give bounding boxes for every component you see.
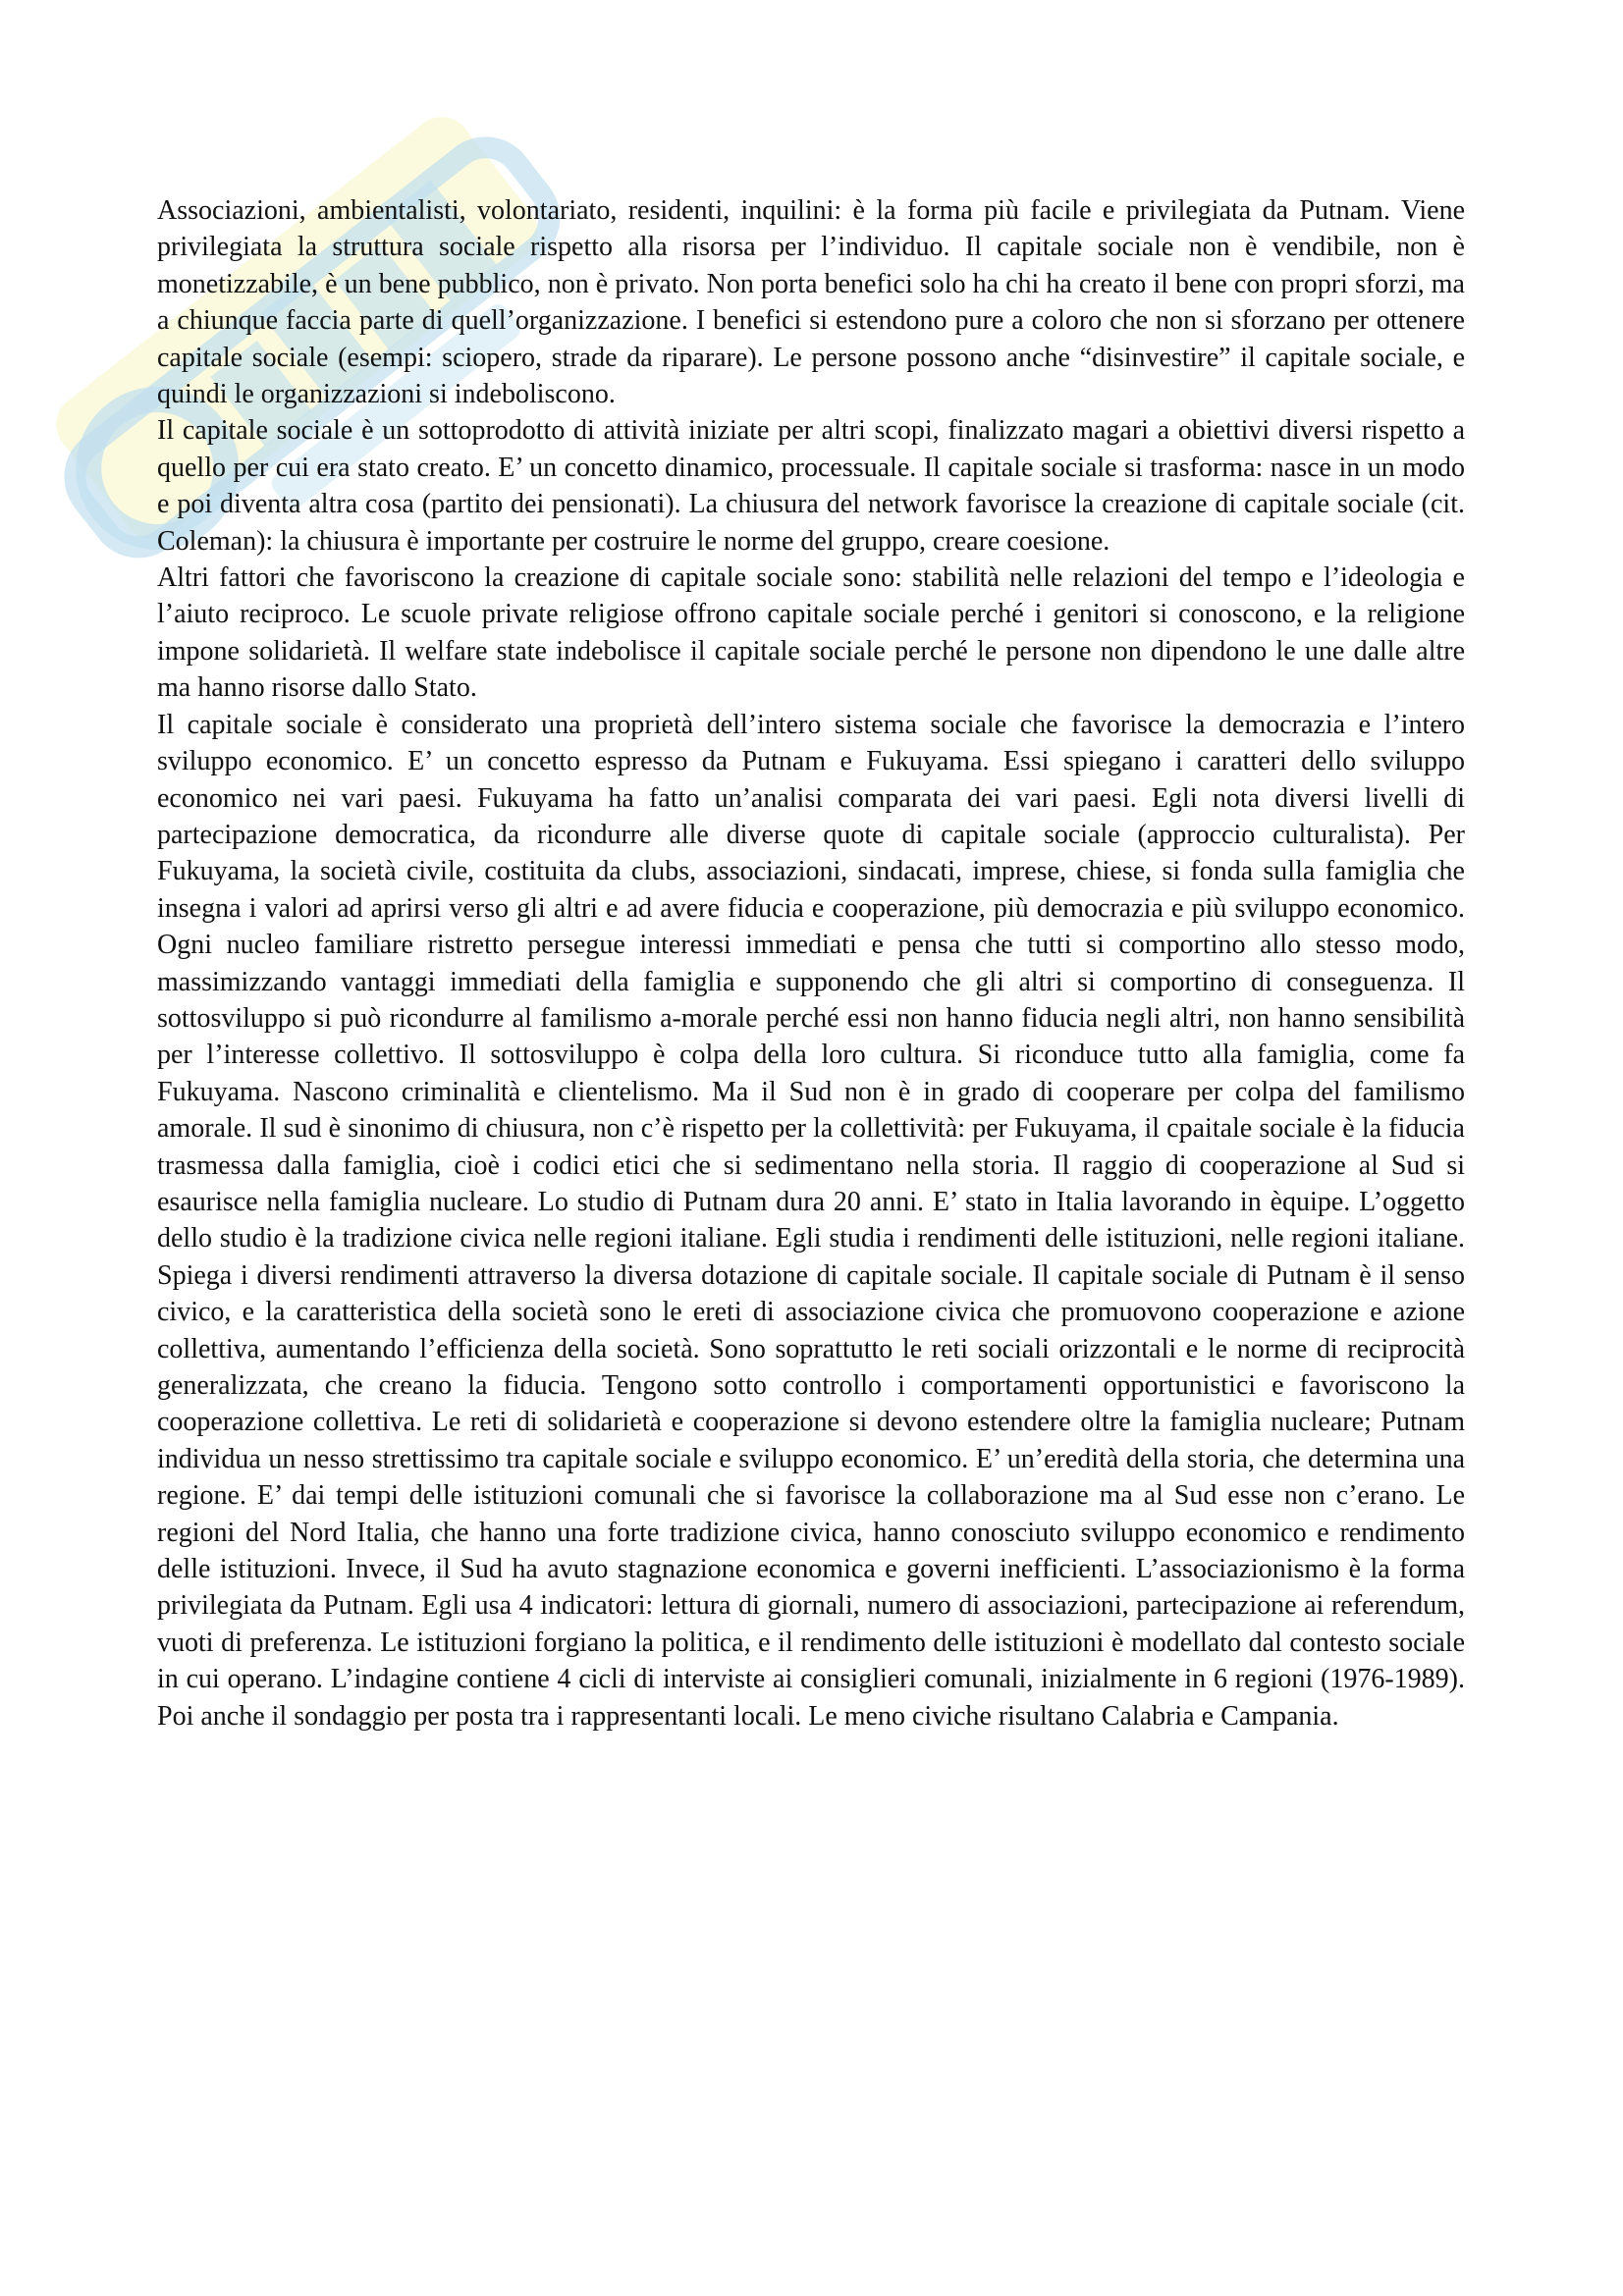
- document-body: [157, 192, 1465, 1735]
- paragraph: Il capitale sociale è un sottoprodotto di attività iniziate per altri scopi, finalizzato magari a obiettivi diversi rispetto a quello per cui era stato creato. E’ un concetto dinamico, processuale. Il capitale sociale si trasforma: nasce in un modo e poi diventa altra cosa (partito dei pensionati). La chiusura del network favorisce la creazione di capitale sociale (cit. Coleman): la chiusura è importante per costruire le norme del gruppo, creare coesione.: [157, 415, 1465, 557]
- paragraph: Il capitale sociale è considerato una proprietà dell’intero sistema sociale che favorisce la democrazia e l’intero sviluppo economico. E’ un concetto espresso da Putnam e Fukuyama. Essi spiegano i caratteri dello sviluppo economico nei vari paesi. Fukuyama ha fatto un’analisi comparata dei vari paesi. Egli nota diversi livelli di partecipazione democratica, da ricondurre alle diverse quote di capitale sociale (approccio culturalista). Per Fukuyama, la società civile, costituita da clubs, associazioni, sindacati, imprese, chiese, si fonda sulla famiglia che insegna i valori ad aprirsi verso gli altri e ad avere fiducia e cooperazione, più democrazia e più sviluppo economico. Ogni nucleo familiare ristretto persegue interessi immediati e pensa che tutti si comportino allo stesso modo, massimizzando vantaggi immediati della famiglia e supponendo che gli altri si comportino di conseguenza. Il sottosviluppo si può ricondurre al familismo a-morale perché essi non hanno fiducia negli altri, non hanno sensibilità per l’interesse collettivo. Il sottosviluppo è colpa della loro cultura. Si riconduce tutto alla famiglia, come fa Fukuyama. Nascono criminalità e clientelismo. Ma il Sud non è in grado di cooperare per colpa del familismo amorale. Il sud è sinonimo di chiusura, non c’è rispetto per la collettività: per Fukuyama, il cpaitale sociale è la fiducia trasmessa dalla famiglia, cioè i codici etici che si sedimentano nella storia. Il raggio di cooperazione al Sud si esaurisce nella famiglia nucleare. Lo studio di Putnam dura 20 anni. E’ stato in Italia lavorando in èquipe. L’oggetto dello studio è la tradizione civica nelle regioni italiane. Egli studia i rendimenti delle istituzioni, nelle regioni italiane. Spiega i diversi rendimenti attraverso la diversa dotazione di capitale sociale. Il capitale sociale di Putnam è il senso civico, e la caratteristica della società sono le ereti di associazione civica che promuovono cooperazione e azione collettiva, aumentando l’efficienza della società. Sono soprattutto le reti sociali orizzontali e le norme di reciprocità generalizzata, che creano la fiducia. Tengono sotto controllo i comportamenti opportunistici e favoriscono la cooperazione collettiva. Le reti di solidarietà e cooperazione si devono estendere oltre la famiglia nucleare; Putnam individua un nesso strettissimo tra capitale sociale e sviluppo economico. E’ un’eredità della storia, che determina una regione. E’ dai tempi delle istituzioni comunali che si favorisce la collaborazione ma al Sud esse non c’erano. Le regioni del Nord Italia, che hanno una forte tradizione civica, hanno conosciuto sviluppo economico e rendimento delle istituzioni. Invece, il Sud ha avuto stagnazione economica e governi inefficienti. L’associazionismo è la forma privilegiata da Putnam. Egli usa 4 indicatori: lettura di giornali, numero di associazioni, partecipazione ai referendum, vuoti di preferenza. Le istituzioni forgiano la politica, e il rendimento delle istituzioni è modellato dal contesto sociale in cui operano. L’indagine contiene 4 cicli di interviste ai consiglieri comunali, inizialmente in 6 regioni (1976-1989). Poi anche il sondaggio per posta tra i rappresentanti locali. Le meno civiche risultano Calabria e Campania.: [157, 709, 1465, 1732]
- paragraph: Associazioni, ambientalisti, volontariato, residenti, inquilini: è la forma più facile e privilegiata da Putnam. Viene privilegiata la struttura sociale rispetto alla risorsa per l’individuo. Il capitale sociale non è vendibile, non è monetizzabile, è un bene pubblico, non è privato. Non porta benefici solo ha chi ha creato il bene con propri sforzi, ma a chiunque faccia parte di quell’organizzazione. I benefici si estendono pure a coloro che non si sforzano per ottenere capitale sociale (esempi: sciopero, strade da riparare). Le persone possono anche “disinvestire” il capitale sociale, e quindi le organizzazioni si indeboliscono.: [157, 195, 1465, 410]
- paragraph: Altri fattori che favoriscono la creazione di capitale sociale sono: stabilità nelle relazioni del tempo e l’ideologia e l’aiuto reciproco. Le scuole private religiose offrono capitale sociale perché i genitori si conoscono, e la religione impone solidarietà. Il welfare state indebolisce il capitale sociale perché le persone non dipendono le une dalle altre ma hanno risorse dallo Stato.: [157, 562, 1465, 704]
